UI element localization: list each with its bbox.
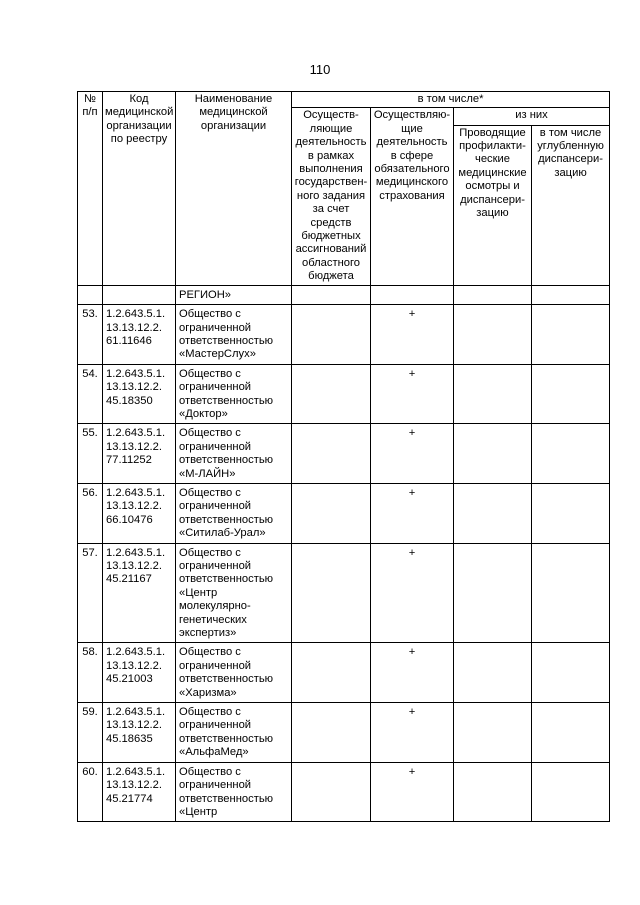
table-row <box>78 703 610 763</box>
cell-oms: + <box>371 483 454 543</box>
header-group-including: в том числе* <box>292 92 610 108</box>
cell-code: 1.2.643.5.1. 13.13.12.2. 45.21167 <box>103 543 176 643</box>
table-row <box>78 483 610 543</box>
cell-prof <box>454 285 532 304</box>
cell-oms: + <box>371 305 454 365</box>
cell-deep <box>532 424 610 484</box>
header-budget: Осуществ-ляющие деятельность в рамках выполнения государствен-ного задания за счет средств бюджетных ассигнований областного бюджета <box>292 108 371 285</box>
cell-code: 1.2.643.5.1. 13.13.12.2. 45.18635 <box>103 703 176 763</box>
cell-deep <box>532 762 610 822</box>
cell-num: 53. <box>78 305 103 365</box>
cell-prof <box>454 364 532 424</box>
table-row <box>78 364 610 424</box>
cell-name: Общество с ограниченной ответственностью «Харизма» <box>176 643 292 703</box>
cell-budget <box>292 762 371 822</box>
cell-budget <box>292 285 371 304</box>
cell-budget <box>292 424 371 484</box>
header-num: № п/п <box>78 92 103 286</box>
header-code: Код медицинской организации по реестру <box>103 92 176 286</box>
cell-name: Общество с ограниченной ответственностью «М-ЛАЙН» <box>176 424 292 484</box>
cell-oms: + <box>371 643 454 703</box>
cell-prof <box>454 543 532 643</box>
table-row-region <box>78 285 610 304</box>
cell-num: 56. <box>78 483 103 543</box>
medical-organizations-table <box>77 91 610 822</box>
cell-prof <box>454 703 532 763</box>
cell-budget <box>292 543 371 643</box>
cell-budget <box>292 643 371 703</box>
cell-oms <box>371 285 454 304</box>
cell-prof <box>454 483 532 543</box>
cell-deep <box>532 483 610 543</box>
cell-deep <box>532 643 610 703</box>
cell-code: 1.2.643.5.1. 13.13.12.2. 45.21774 <box>103 762 176 822</box>
cell-budget <box>292 703 371 763</box>
cell-budget <box>292 305 371 365</box>
cell-deep <box>532 543 610 643</box>
cell-code: 1.2.643.5.1. 13.13.12.2. 45.21003 <box>103 643 176 703</box>
cell-deep <box>532 285 610 304</box>
cell-code <box>103 285 176 304</box>
page-number: 110 <box>309 62 331 77</box>
cell-budget <box>292 364 371 424</box>
cell-name: Общество с ограниченной ответственностью «Ситилаб-Урал» <box>176 483 292 543</box>
header-subgroup-of-them: из них <box>454 108 610 125</box>
table-row <box>78 643 610 703</box>
cell-name: Общество с ограниченной ответственностью «Доктор» <box>176 364 292 424</box>
cell-num: 60. <box>78 762 103 822</box>
table-row <box>78 762 610 822</box>
cell-num: 55. <box>78 424 103 484</box>
cell-oms: + <box>371 424 454 484</box>
cell-num: 58. <box>78 643 103 703</box>
cell-code: 1.2.643.5.1. 13.13.12.2. 66.10476 <box>103 483 176 543</box>
table-row <box>78 543 610 643</box>
cell-oms: + <box>371 543 454 643</box>
table-row <box>78 305 610 365</box>
table-row <box>78 424 610 484</box>
header-oms: Осуществляю-щие деятельность в сфере обязательного медицинского страхования <box>371 108 454 285</box>
header-prophylactic: Проводящие профилакти-ческие медицинские осмотры и диспансери-зацию <box>454 125 532 285</box>
cell-name: Общество с ограниченной ответственностью «МастерСлух» <box>176 305 292 365</box>
cell-num: 57. <box>78 543 103 643</box>
cell-budget <box>292 483 371 543</box>
cell-name: Общество с ограниченной ответственностью «АльфаМед» <box>176 703 292 763</box>
cell-prof <box>454 424 532 484</box>
cell-code: 1.2.643.5.1. 13.13.12.2. 77.11252 <box>103 424 176 484</box>
cell-deep <box>532 703 610 763</box>
header-deep-dispensary: в том числе углубленную диспансери-зацию <box>532 125 610 285</box>
cell-prof <box>454 305 532 365</box>
cell-name: Общество с ограниченной ответственностью «Центр <box>176 762 292 822</box>
cell-prof <box>454 643 532 703</box>
cell-deep <box>532 364 610 424</box>
table-body <box>78 285 610 822</box>
header-name: Наименование медицинской организации <box>176 92 292 286</box>
cell-name: РЕГИОН» <box>176 285 292 304</box>
cell-name: Общество с ограниченной ответственностью «Центр молекулярно-генетических экспертиз» <box>176 543 292 643</box>
cell-num <box>78 285 103 304</box>
cell-deep <box>532 305 610 365</box>
table-header <box>78 92 610 286</box>
cell-oms: + <box>371 762 454 822</box>
cell-prof <box>454 762 532 822</box>
cell-oms: + <box>371 364 454 424</box>
cell-num: 54. <box>78 364 103 424</box>
cell-oms: + <box>371 703 454 763</box>
cell-code: 1.2.643.5.1. 13.13.12.2. 45.18350 <box>103 364 176 424</box>
cell-code: 1.2.643.5.1. 13.13.12.2. 61.11646 <box>103 305 176 365</box>
cell-num: 59. <box>78 703 103 763</box>
